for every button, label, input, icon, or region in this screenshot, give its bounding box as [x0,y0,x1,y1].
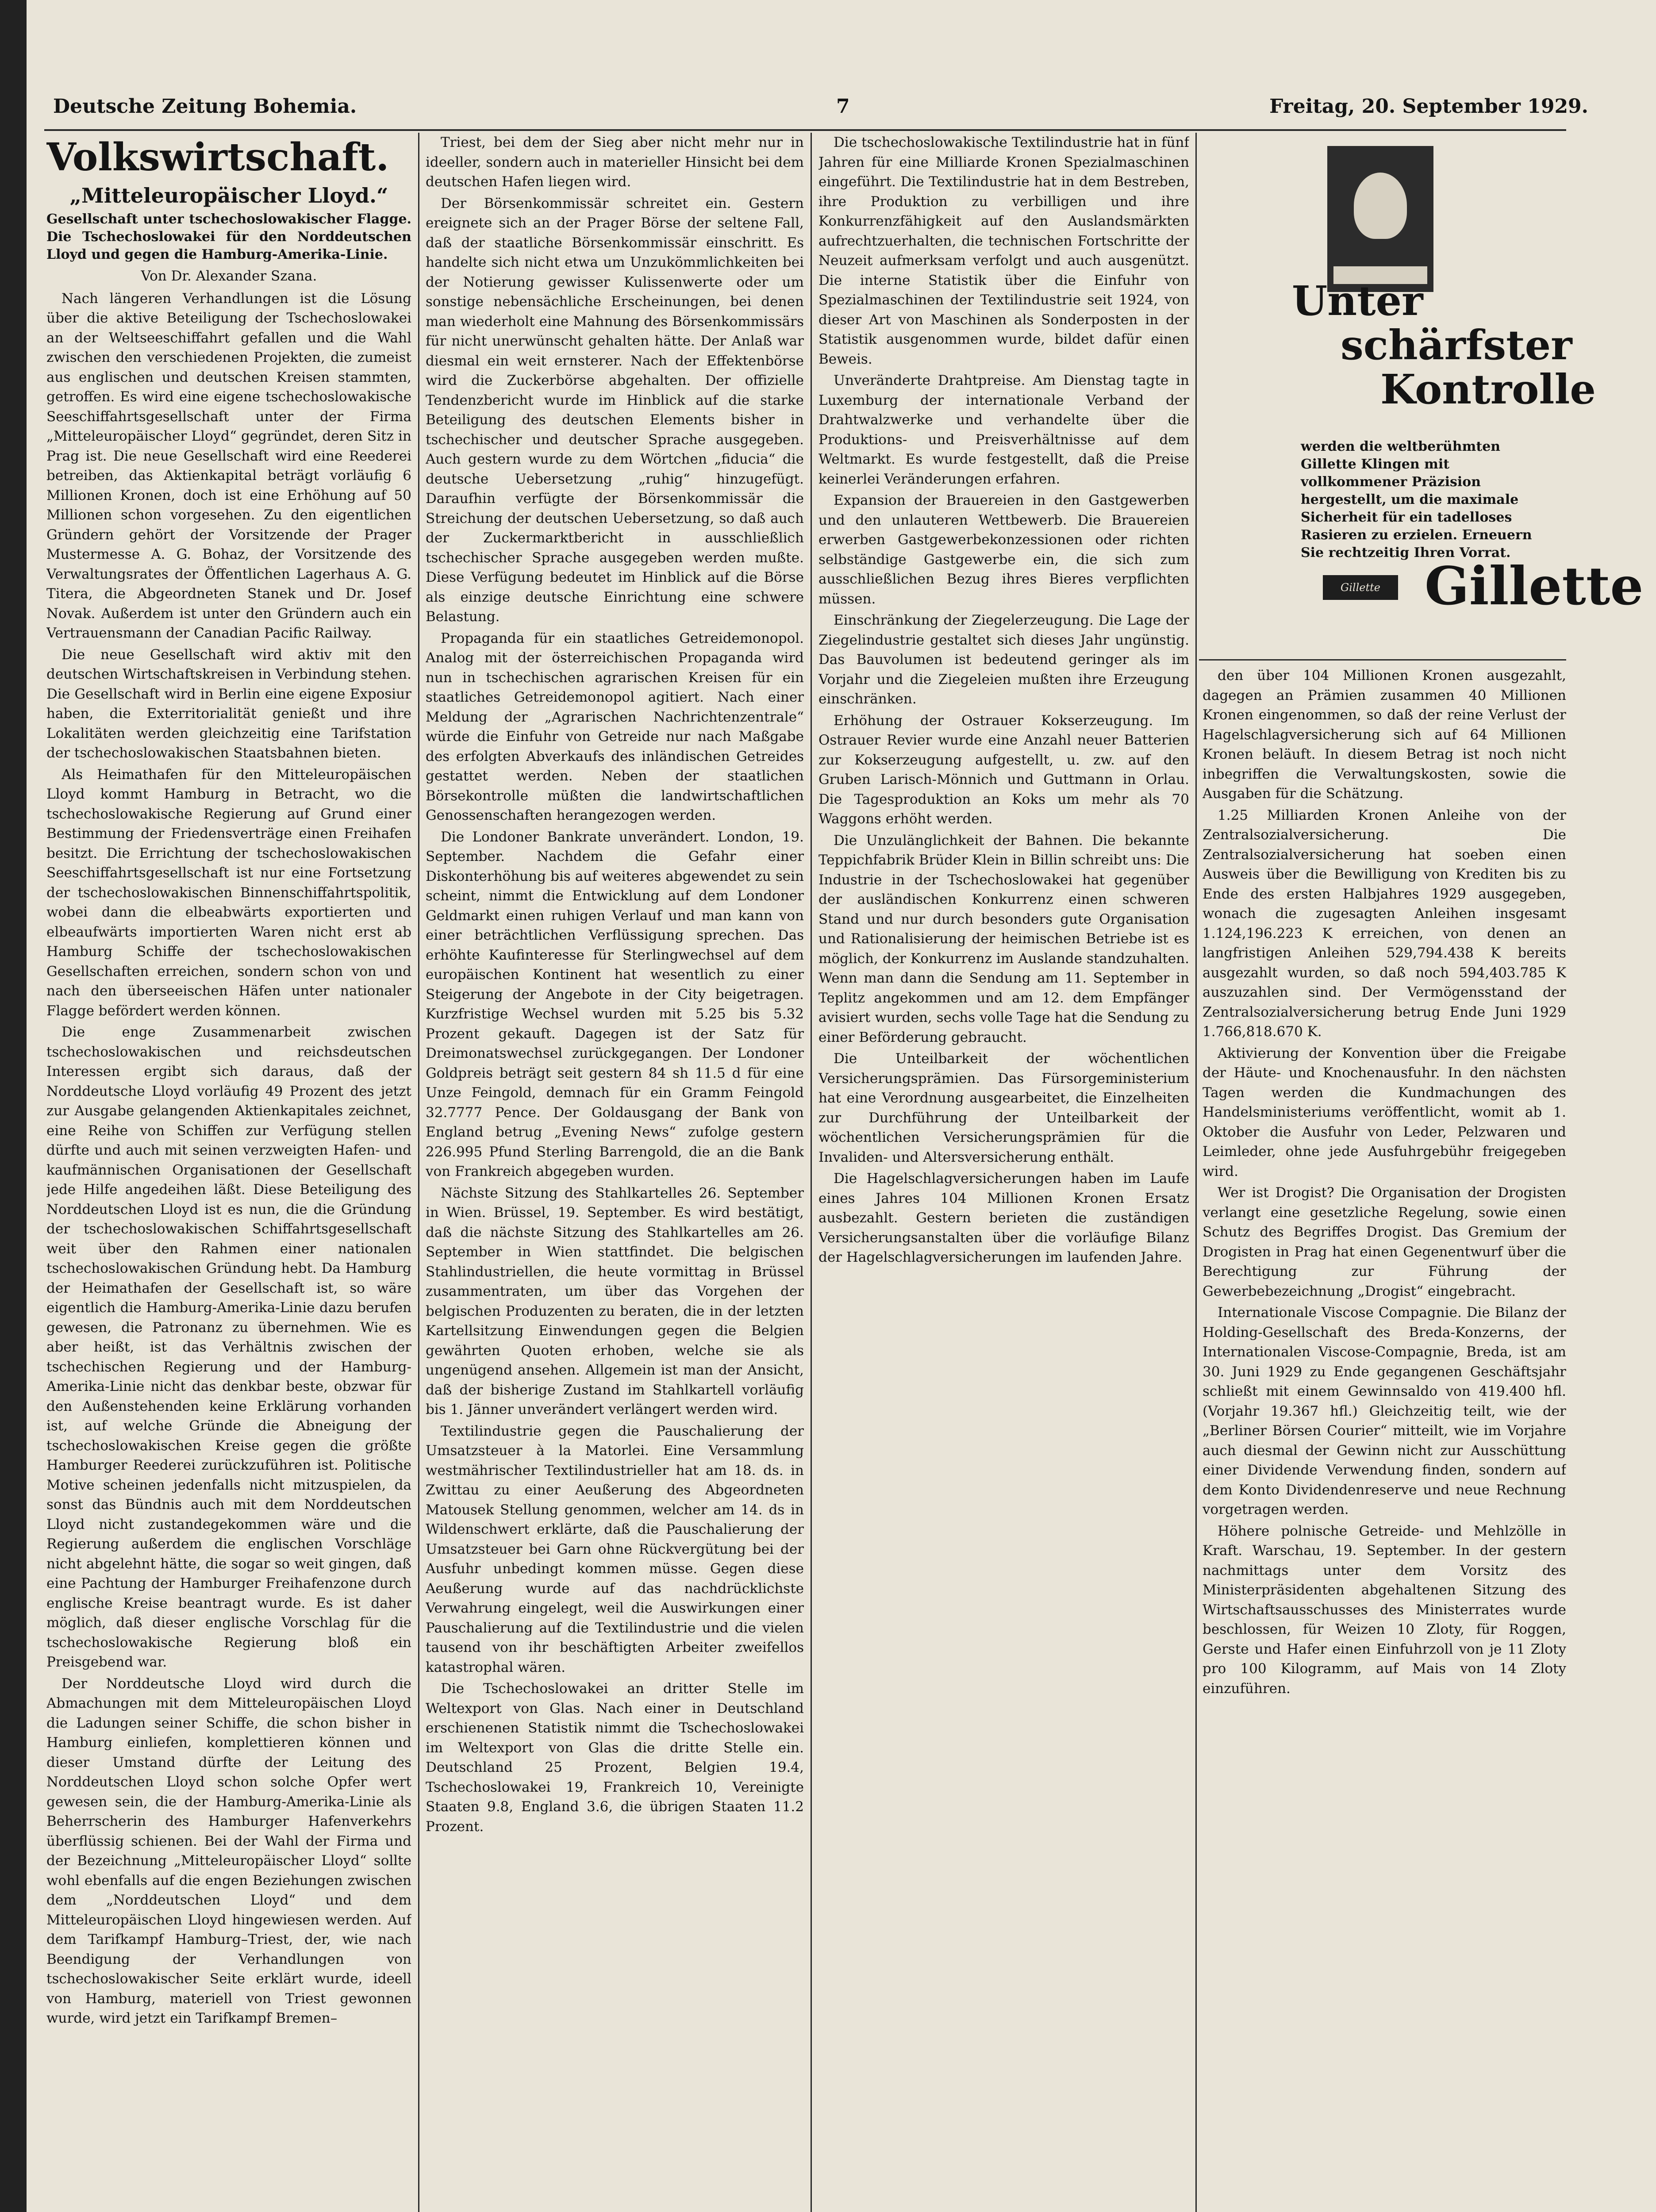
gillette-small-logo: Gillette [1323,575,1398,600]
article-paragraph: Die Unzulänglichkeit der Bahnen. Die bekannte Teppichfabrik Brüder Klein in Billin schreibt uns: Die Industrie in der Tschechoslowakei hat gegenüber der ausländischen Konkurrenz einen schweren Stand und nur durch besonders gute Organisation und Rationalisierung der heimischen Betriebe ist es möglich, der Konkurrenz im Auslande standzuhalten. Wenn man dann die Sendung am 11. September in Teplitz angekommen und am 12. dem Empfänger avisiert wurden, sechs volle Tage hat die Sendung zu einer Beförderung gebraucht. [818,832,1189,1045]
column-1 [46,133,411,2212]
column-3 [818,133,1189,2212]
ad-headline-line-1: Unter [1292,277,1423,325]
article-paragraph: Nächste Sitzung des Stahlkartelles 26. September in Wien. Brüssel, 19. September. Es wird bestätigt, daß die nächste Sitzung des Stahlkartelles am 26. September in Wien stattfindet. Die belgischen Stahlindustriellen, die heute vormittag in Brüssel zusammentraten, um über das Vorgehen der belgischen Produzenten zu beraten, die in der letzten Kartellsitzung Einwendungen gegen die Belgien gewährten Quoten erhoben, welche sie als ungenügend ansehen. Allgemein ist man der Ansicht, daß der bisherige Zustand im Stahlkartell vorläufig bis 1. Jänner unverändert verlängert werden wird. [426,1185,804,1417]
newspaper-name: Deutsche Zeitung Bohemia. [53,95,357,118]
column-4 [1203,666,1566,2212]
article-paragraph: Die Londoner Bankrate unverändert. London, 19. September. Nachdem die Gefahr einer Diskonterhöhung bis auf weiteres abgewendet zu sein scheint, nimmt die Entwicklung auf dem Londoner Geldmarkt einen ruhigen Verlauf und man kann von einer beträchtlichen Verflüssigung sprechen. Das erhöhte Kaufinteresse für Sterlingwechsel auf dem europäischen Kontinent hat wesentlich zu einer Steigerung der Angebote in der City beigetragen. Kurzfristige Wechsel wurden mit 5.25 bis 5.32 Prozent gekauft. Dagegen ist der Satz für Dreimonatswechsel zurückgegangen. Der Londoner Goldpreis beträgt seit gestern 84 sh 11.5 d für eine Unze Feingold, demnach für ein Gramm Feingold 32.7777 Pence. Der Goldausgang der Bank von England betrug „Evening News“ zufolge gestern 226.995 Pfund Sterling Barrengold, die an die Bank von Frankreich abgegeben wurden. [426,829,804,1179]
article-paragraph: Textilindustrie gegen die Pauschalierung der Umsatzsteuer à la Matorlei. Eine Versammlung westmährischer Textilindustrieller hat am 18. ds. in Zwittau zu einer Aeußerung des Abgeordneten Matousek Stellung genommen, welcher am 14. ds in Wildenschwert erklärte, daß die Pauschalierung der Umsatzsteuer bei Garn ohne Rückvergütung bei der Ausfuhr unbedingt kommen müsse. Gegen diese Aeußerung wurde auf das nachdrücklichste Verwahrung eingelegt, weil die Auswirkungen einer Pauschalierung auf die Textilindustrie und die vielen tausend von ihr beschäftigten Arbeiter zweifellos katastrophal wären. [426,1423,804,1675]
article-paragraph: Wer ist Drogist? Die Organisation der Drogisten verlangt eine gesetzliche Regelung, sowie einen Schutz des Begriffes Drogist. Das Gremium der Drogisten in Prag hat einen Gegenentwurf über die Berechtigung zur Führung der Gewerbebezeichnung „Drogist“ eingebracht. [1203,1185,1566,1299]
header-rule [44,129,1566,131]
article-paragraph: Höhere polnische Getreide- und Mehlzölle in Kraft. Warschau, 19. September. In der gestern nachmittags unter dem Vorsitz des Ministerpräsidenten abgehaltenen Sitzung des Wirtschaftsausschusses des Ministerrates wurde beschlossen, für Weizen 10 Zloty, für Roggen, Gerste und Hafer einen Einfuhrzoll von je 11 Zloty pro 100 Kilogramm, auf Mais von 14 Zloty einzuführen. [1203,1523,1566,1697]
page-number: 7 [836,95,850,118]
article-paragraph: Internationale Viscose Compagnie. Die Bilanz der Holding-Gesellschaft des Breda-Konzerns, der Internationalen Viscose-Compagnie, Breda, ist am 30. Juni 1929 zu Ende gegangenen Geschäftsjahr schließt mit einem Gewinnsaldo von 419.400 hfl. (Vorjahr 19.367 hfl.) Gleichzeitig teilt, wie der „Berliner Börsen Courier“ mitteilt, wie im Vorjahre auch diesmal der Gewinn nicht zur Ausschüttung einer Dividende Verwendung finden, sondern auf dem Konto Dividendenreserve und neue Rechnung vorgetragen werden. [1203,1305,1566,1517]
article-paragraph: Der Norddeutsche Lloyd wird durch die Abmachungen mit dem Mitteleuropäischen Lloyd die Ladungen seiner Schiffe, die schon bisher in Hamburg einliefen, komplettieren können und dieser Umstand dürfte der Leitung des Norddeutschen Lloyd schon solche Opfer wert gewesen sein, die der Hamburg-Amerika-Linie als Beherrscherin des Hamburger Hafenverkehrs überflüssig schienen. Bei der Wahl der Firma und der Bezeichnung „Mitteleuropäischer Lloyd“ sollte wohl ebenfalls auf die engen Beziehungen zwischen dem „Norddeutschen Lloyd“ und dem Mitteleuropäischen Lloyd hingewiesen werden. Auf dem Tarifkampf Hamburg–Triest, der, wie nach Beendigung der Verhandlungen von tschechoslowakischer Seite erklärt wurde, ideell von Hamburg, materiell von Triest gewonnen wurde, wird jetzt ein Tarifkampf Bremen– [46,1675,411,2026]
article-paragraph: 1.25 Milliarden Kronen Anleihe von der Zentralsozialversicherung. Die Zentralsozialversicherung hat soeben einen Ausweis über die Bewilligung von Krediten bis zu Ende des ersten Halbjahres 1929 ausgegeben, wonach die zugesagten Anleihen insgesamt 1.124,196.223 K erreichen, von denen an langfristigen Anleihen 529,794.438 K bereits ausgezahlt wurden, so daß noch 594,403.785 K auszuzahlen sind. Der Vermögensstand der Zentralsozialversicherung betrug Ende Juni 1929 1.766,818.670 K. [1203,807,1566,1040]
article-paragraph: Die Hagelschlagversicherungen haben im Laufe eines Jahres 104 Millionen Kronen Ersatz ausbezahlt. Gestern berieten die zuständigen Versicherungsanstalten über die vorläufige Bilanz der Hagelschlagversicherungen im laufenden Jahre. [818,1171,1189,1265]
article-paragraph: Triest, bei dem der Sieg aber nicht mehr nur in ideeller, sondern auch in materieller Hinsicht bei dem deutschen Hafen liegen wird. [426,134,804,190]
article-paragraph: Der Börsenkommissär schreitet ein. Gestern ereignete sich an der Prager Börse der seltene Fall, daß der staatliche Börsenkommissär einschritt. Es handelte sich nicht etwa um Unzukömmlichkeiten bei der Notierung gewisser Kulissenwerte oder um sonstige nebensächliche Erscheinungen, bei denen man wiederholt eine Mahnung des Börsenkommissärs für nicht unerwünscht gehalten hätte. Der Anlaß war diesmal ein weit ernsterer. Nach der Effektenbörse wird die Zuckerbörse abgehalten. Der offizielle Tendenzbericht wurde im Hinblick auf die starke Beteiligung des deutschen Elements bisher in tschechischer und deutscher Sprache ausgegeben. Auch gestern wurde zu dem Wörtchen „fiducia“ die deutsche Uebersetzung „ruhig“ hinzugefügt. Daraufhin verfügte der Börsenkommissär die Streichung der deutschen Uebersetzung, so daß auch der Zuckermarktbericht in ausschließlich tschechischer Sprache ausgegeben werden mußte. Diese Verfügung bedeutet im Hinblick auf die Börse als einzige deutsche Einrichtung eine schwere Belastung. [426,195,804,625]
ad-body-text: werden die weltberühmten Gillette Klingen mit vollkommener Präzision hergestellt, um die maximale Sicherheit für ein tadelloses Rasieren zu erzielen. Erneuern Sie rechtzeitig Ihren Vorrat. [1301,439,1532,561]
gillette-advertisement [1292,133,1644,646]
gillette-brand-name: Gillette [1425,555,1644,617]
issue-date: Freitag, 20. September 1929. [1269,95,1588,118]
column-divider [811,133,812,2212]
section-title: Volkswirtschaft. [46,135,389,180]
article-paragraph: Die Tschechoslowakei an dritter Stelle im Weltexport von Glas. Nach einer in Deutschland erschienenen Statistik nimmt die Tschechoslowakei im Weltexport von Glas die dritte Stelle ein. Deutschland 25 Prozent, Belgien 19.4, Tschechoslowakei 19, Frankreich 10, Vereinigte Staaten 9.8, England 3.6, die übrigen Staaten 11.2 Prozent. [426,1681,804,1835]
article-paragraph: Nach längeren Verhandlungen ist die Lösung über die aktive Beteiligung der Tschechoslowakei an der Weltseeschiffahrt gefallen und die Wahl zwischen den verschiedenen Projekten, die zumeist aus englischen und deutschen Kreisen stammten, getroffen. Es wird eine eigene tschechoslowakische Seeschiffahrtsgesellschaft unter der Firma „Mitteleuropäischer Lloyd“ gegründet, deren Sitz in Prag ist. Die neue Gesellschaft wird eine Reederei betreiben, das Aktienkapital beträgt vorläufig 6 Millionen Kronen, doch ist eine Erhöhung auf 50 Millionen schon vorgesehen. Zu den eigentlichen Gründern gehört der Vorsitzende der Prager Mustermesse A. G. Bohaz, der Vorsitzende des Verwaltungsrates der Öffentlichen Lagerhaus A. G. Titera, die Abgeordneten Stanek und Dr. Josef Novak. Außerdem ist unter den Gründern auch ein Vertrauensmann der Canadian Pacific Railway. [46,290,411,641]
portrait-emblem-icon [1354,173,1407,239]
article-subtitle: Gesellschaft unter tschechoslowakischer Flagge. Die Tschechoslowakei für den Norddeutschen Lloyd und gegen die Hamburg-Amerika-Linie. [46,211,411,262]
article-paragraph: Expansion der Brauereien in den Gastgewerben und den unlauteren Wettbewerb. Die Brauereien erwerben Gastgewerbekonzessionen oder richten selbständige Gastgewerbe ein, die sich zum ausschließlichen Bezug ihres Bieres verpflichten müssen. [818,492,1189,607]
article-title: „Mitteleuropäischer Lloyd.“ [69,184,388,207]
column-divider [418,133,419,2212]
page-header [40,95,1588,126]
article-paragraph: den über 104 Millionen Kronen ausgezahlt, dagegen an Prämien zusammen 40 Millionen Kronen eingenommen, so daß der reine Verlust der Hagelschlagversicherung sich auf 64 Millionen Kronen beläuft. In diesem Betrag ist noch nicht inbegriffen die Verwaltungskosten, sowie die Ausgaben für die Schätzung. [1203,668,1566,802]
article-paragraph: Erhöhung der Ostrauer Kokserzeugung. Im Ostrauer Revier wurde eine Anzahl neuer Batterien zur Kokserzeugung aufgestellt, u. zw. auf den Gruben Larisch-Mönnich und Guttmann in Orlau. Die Tagesproduktion an Koks um mehr als 70 Waggons erhöht werden. [818,712,1189,827]
article-paragraph: Die enge Zusammenarbeit zwischen tschechoslowakischen und reichsdeutschen Interessen ergibt sich daraus, daß der Norddeutsche Lloyd vorläufig 49 Prozent des jetzt zur Ausgabe gelangenden Aktienkapitales zeichnet, eine Reihe von Schiffen zur Verfügung stellen dürfte und auch mit seinen verzweigten Hafen- und kaufmännischen Organisationen der Gesellschaft jede Hilfe angedeihen läßt. Diese Beteiligung des Norddeutschen Lloyd ist es nun, die die Gründung der tschechoslowakischen Schiffahrtsgesellschaft weit über den Rahmen einer nationalen tschechoslowakischen Gründung hebt. Da Hamburg der Heimathafen der Gesellschaft ist, so wäre eigentlich die Hamburg-Amerika-Linie dazu berufen gewesen, die Patronanz zu übernehmen. Wie es aber heißt, ist das Verhältnis zwischen der tschechischen Regierung und der Hamburg-Amerika-Linie nicht das denkbar beste, obzwar für den Außenstehenden keine Erklärung vorhanden ist, auf welche Gründe die Abneigung der tschechoslowakischen Kreise gegen die größte Hamburger Reederei zurückzuführen ist. Politische Motive scheinen jedenfalls nicht mitzuspielen, da sonst das Bündnis auch mit dem Norddeutschen Lloyd nicht zustandegekommen wäre und die Regierung außerdem die englischen Vorschläge nicht abgelehnt hätte, die sogar so weit gingen, daß eine Pachtung der Hamburger Freihafenzone durch englische Kreise beantragt wurde. Es ist daher möglich, daß dieser englische Vorschlag für die tschechoslowakische Regierung bloß ein Preisgebend war. [46,1024,411,1670]
article-paragraph: Als Heimathafen für den Mitteleuropäischen Lloyd kommt Hamburg in Betracht, wo die tschechoslowakische Regierung auf Grund einer Bestimmung der Friedensverträge einen Freihafen besitzt. Die Errichtung der tschechoslowakischen Seeschiffahrtsgesellschaft ist nur eine Fortsetzung der tschechoslowakischen Binnenschiffahrtspolitik, wobei dann die elbeabwärts exportierten und elbeaufwärts importierten Waren nicht erst ab Hamburg Schiffe der tschechoslowakischen Gesellschaften erreichen, sondern schon von und nach den überseeischen Häfen unter nationaler Flagge befördert werden können. [46,766,411,1019]
article-paragraph: Unveränderte Drahtpreise. Am Dienstag tagte in Luxemburg der internationale Verband der Drahtwalzwerke und verhandelte über die Produktions- und Preisverhältnisse auf dem Weltmarkt. Es wurde festgestellt, daß die Preise keinerlei Veränderungen erfahren. [818,373,1189,487]
article-paragraph: Die tschechoslowakische Textilindustrie hat in fünf Jahren für eine Milliarde Kronen Spezialmaschinen eingeführt. Die Textilindustrie hat in dem Bestreben, ihre Produktion zu verbilligen und ihre Konkurrenzfähigkeit auf den Auslandsmärkten aufrechtzuerhalten, die technischen Fortschritte der Neuzeit aufmerksam verfolgt und auch ausgenützt. Die interne Statistik über die Einfuhr von Spezialmaschinen der Textilindustrie seit 1924, von dieser Art von Maschinen als Sonderposten in der Statistik ausgenommen wurde, bildet dafür einen Beweis. [818,134,1189,367]
article-paragraph: Propaganda für ein staatliches Getreidemonopol. Analog mit der österreichischen Propaganda wird nun in tschechischen agrarischen Kreisen für ein staatliches Getreidemonopol agitiert. Nach einer Meldung der „Agrarischen Nachrichtenzentrale“ würde die Einfuhr von Getreide nur nach Maßgabe des erfolgten Abverkaufs des inländischen Getreides gestattet werden. Neben der staatlichen Börsekontrolle müßten die landwirtschaftlichen Genossenschaften herangezogen werden. [426,630,804,823]
column-2 [426,133,804,2212]
page-binding-edge [0,0,27,2212]
ad-headline-line-2: schärfster [1341,321,1572,369]
article-paragraph: Die Unteilbarkeit der wöchentlichen Versicherungsprämien. Das Fürsorgeministerium hat eine Verordnung ausgearbeitet, die Einzelheiten zur Durchführung der Unteilbarkeit der wöchentlichen Versicherungsprämien für die Invaliden- und Altersversicherung enthält. [818,1051,1189,1165]
column-divider [1195,133,1197,2212]
article-byline: Von Dr. Alexander Szana. [141,268,317,284]
article-paragraph: Einschränkung der Ziegelerzeugung. Die Lage der Ziegelindustrie gestaltet sich dieses Jahr ungünstig. Das Bauvolumen ist bedeutend geringer als im Vorjahr und die Ziegeleien mußten ihre Erzeugung einschränken. [818,612,1189,707]
ad-headline-line-3: Kontrolle [1380,365,1596,413]
article-paragraph: Aktivierung der Konvention über die Freigabe der Häute- und Knochenausfuhr. In den nächsten Tagen werden die Kundmachungen des Handelsministeriums veröffentlicht, womit ab 1. Oktober die Ausfuhr von Leder, Pelzwaren und Leimleder, ohne jede Ausfuhrgebühr freigegeben wird. [1203,1045,1566,1179]
article-paragraph: Die neue Gesellschaft wird aktiv mit den deutschen Wirtschaftskreisen in Verbindung stehen. Die Gesellschaft wird in Berlin eine eigene Exposiur haben, die Exterritorialität genießt und ihre Lokalitäten werden gleichzeitig eine Tarifstation der tschechoslowakischen Staatsbahnen bieten. [46,646,411,761]
razor-blade-pack-image [1327,146,1433,292]
ad-bottom-rule [1199,659,1566,661]
